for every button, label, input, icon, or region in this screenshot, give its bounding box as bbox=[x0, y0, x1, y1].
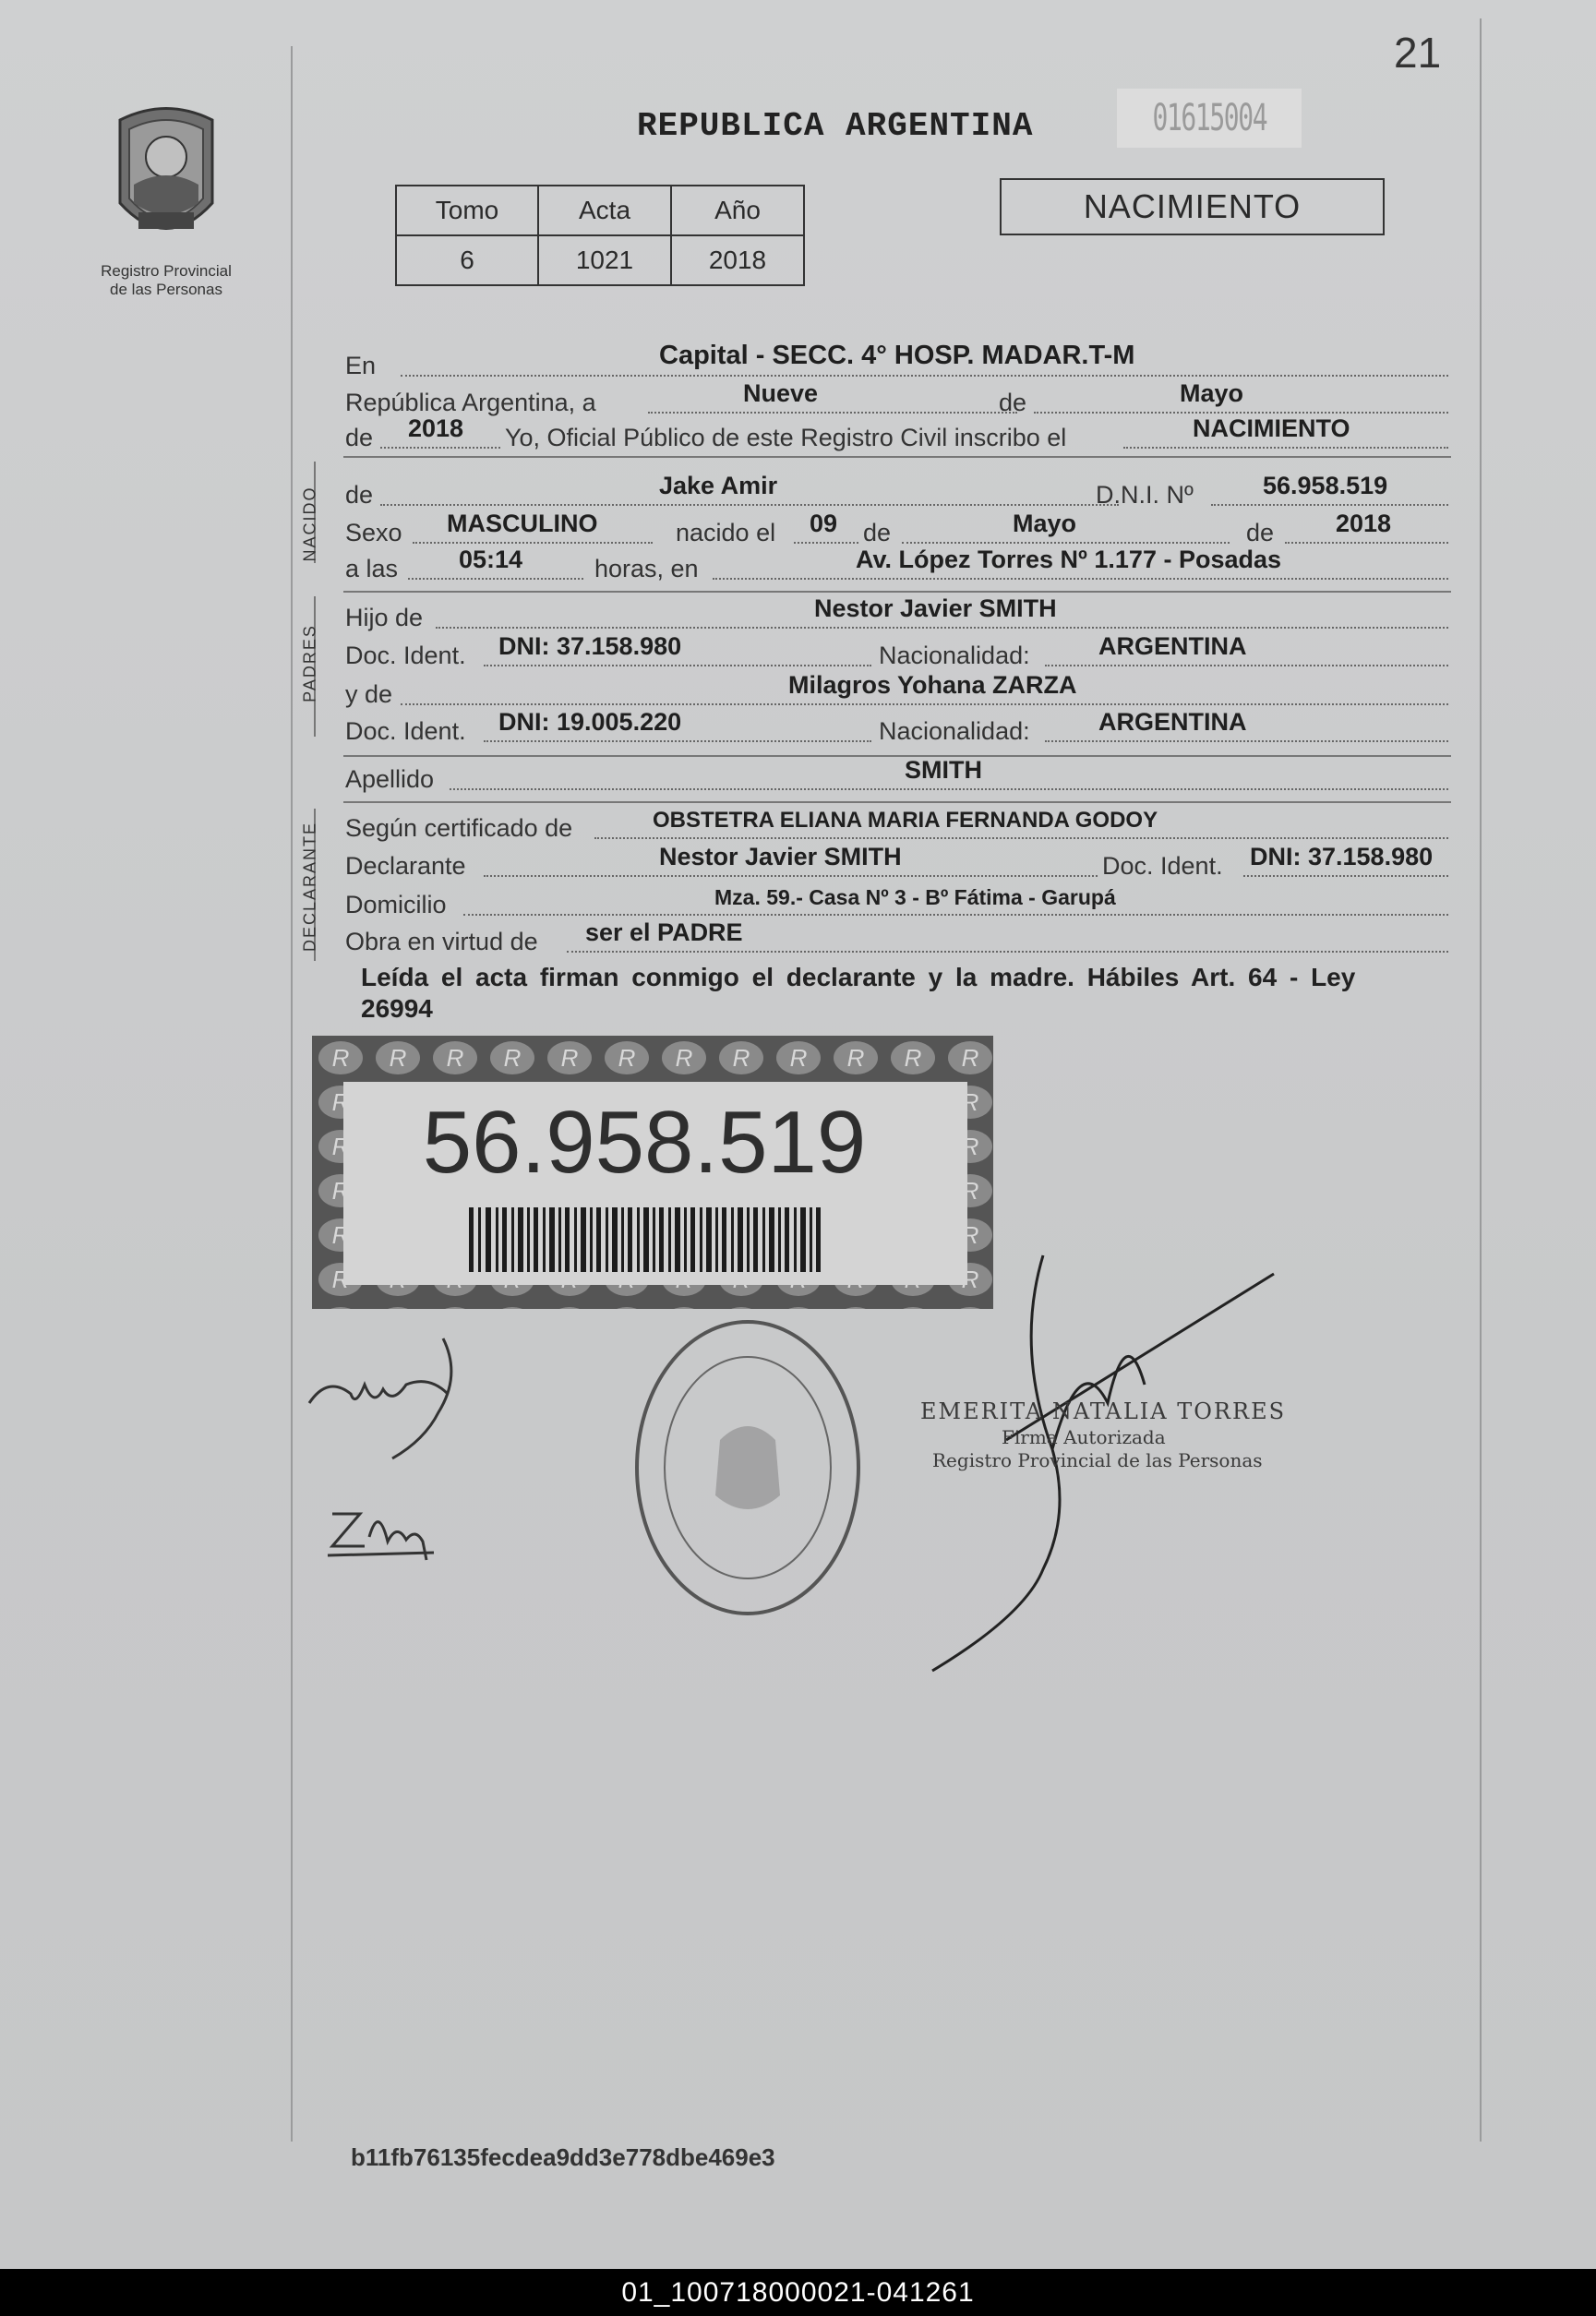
dots bbox=[1045, 740, 1448, 742]
logo-caption-line1: Registro Provincial bbox=[101, 262, 232, 280]
footer-id-bar bbox=[0, 2269, 1596, 2316]
register-value-tomo: 6 bbox=[396, 235, 538, 285]
dots bbox=[648, 412, 1017, 414]
logo-caption-line2: de las Personas bbox=[110, 281, 222, 298]
sexo-label: Sexo bbox=[345, 519, 402, 546]
place-value: Av. López Torres Nº 1.177 - Posadas bbox=[856, 546, 1282, 573]
register-value-acta: 1021 bbox=[538, 235, 671, 285]
registrar-org: Registro Provincial de las Personas bbox=[932, 1449, 1263, 1471]
row-father-doc bbox=[343, 633, 1451, 670]
y-de-label: y de bbox=[345, 680, 393, 708]
a-las-label: a las bbox=[345, 555, 399, 582]
dots bbox=[484, 875, 1098, 877]
register-value-anio: 2018 bbox=[671, 235, 804, 285]
province-coat-of-arms bbox=[102, 102, 231, 258]
dots bbox=[594, 837, 1448, 839]
nacido-de-label: de bbox=[345, 481, 374, 509]
dots bbox=[436, 627, 1448, 629]
dots bbox=[567, 951, 1448, 953]
dots bbox=[413, 542, 653, 544]
dni-value: 56.958.519 bbox=[1263, 472, 1388, 499]
padres-section-label: PADRES bbox=[300, 624, 319, 702]
nacido-el-label: nacido el bbox=[676, 519, 776, 546]
certificado-label: Según certificado de bbox=[345, 814, 573, 842]
dots bbox=[794, 542, 858, 544]
mother-doc: DNI: 19.005.220 bbox=[498, 708, 682, 736]
left-border-line bbox=[291, 46, 293, 2142]
birth-month: Mayo bbox=[1013, 510, 1077, 537]
inscribo-value: NACIMIENTO bbox=[1193, 414, 1350, 442]
serial-number: 01615004 bbox=[1152, 97, 1266, 139]
apellido-value: SMITH bbox=[905, 756, 982, 784]
obra-value: ser el PADRE bbox=[585, 918, 743, 946]
domicilio-value: Mza. 59.- Casa Nº 3 - Bº Fátima - Garupá bbox=[714, 885, 1116, 909]
de-label-3: de bbox=[1246, 519, 1275, 546]
sexo-value: MASCULINO bbox=[447, 510, 598, 537]
dots bbox=[380, 447, 500, 449]
declarant-signature bbox=[300, 1320, 466, 1486]
official-seal bbox=[628, 1311, 868, 1625]
nacido-name: Jake Amir bbox=[659, 472, 778, 499]
dots bbox=[1034, 412, 1448, 414]
dots bbox=[713, 578, 1448, 580]
republica-label: República Argentina, a bbox=[345, 389, 596, 416]
row-apellido bbox=[343, 757, 1451, 794]
obra-label: Obra en virtud de bbox=[345, 928, 538, 955]
row-father bbox=[343, 595, 1451, 632]
birth-day: 09 bbox=[810, 510, 838, 537]
mother-signature bbox=[323, 1495, 443, 1569]
dots bbox=[380, 504, 1119, 506]
footer-id: 01_100718000021-041261 bbox=[621, 2276, 975, 2308]
dni-label: D.N.I. Nº bbox=[1096, 481, 1194, 509]
logo-caption bbox=[83, 262, 249, 299]
dots bbox=[401, 703, 1448, 705]
row-certificado bbox=[343, 806, 1451, 843]
page-number: 21 bbox=[1394, 29, 1442, 77]
dots bbox=[1211, 504, 1448, 506]
mother-nationality-label: Nacionalidad: bbox=[879, 717, 1030, 745]
en-label: En bbox=[345, 352, 377, 379]
right-border-line bbox=[1480, 18, 1482, 2142]
hijo-de-label: Hijo de bbox=[345, 604, 424, 631]
register-value-row bbox=[396, 235, 804, 285]
registrar-role: Firma Autorizada bbox=[1002, 1426, 1166, 1448]
divider bbox=[343, 801, 1451, 803]
dots bbox=[450, 788, 1448, 790]
register-header-tomo: Tomo bbox=[396, 186, 538, 235]
father-doc: DNI: 37.158.980 bbox=[498, 632, 682, 660]
dots bbox=[1123, 447, 1448, 449]
dots bbox=[1243, 875, 1448, 877]
register-header-row bbox=[396, 186, 804, 235]
certificado-value: OBSTETRA ELIANA MARIA FERNANDA GODOY bbox=[653, 808, 1158, 833]
row-obra bbox=[343, 919, 1451, 956]
time-value: 05:14 bbox=[459, 546, 523, 573]
register-header-acta: Acta bbox=[538, 186, 671, 235]
dots bbox=[1285, 542, 1448, 544]
year-label: de bbox=[345, 424, 374, 451]
register-header-anio: Año bbox=[671, 186, 804, 235]
birth-year: 2018 bbox=[1336, 510, 1392, 537]
declarante-section-label: DECLARANTE bbox=[300, 821, 319, 953]
de-label-2: de bbox=[863, 519, 892, 546]
register-table bbox=[395, 185, 805, 286]
dni-number-sticker bbox=[312, 1036, 993, 1309]
mother-doc-label: Doc. Ident. bbox=[345, 717, 466, 745]
declarante-doc-label: Doc. Ident. bbox=[1102, 852, 1223, 880]
nacido-section-label: NACIDO bbox=[300, 486, 319, 562]
dots bbox=[463, 914, 1448, 916]
father-nationality-label: Nacionalidad: bbox=[879, 642, 1030, 669]
declarante-value: Nestor Javier SMITH bbox=[659, 843, 902, 870]
row-time-place bbox=[343, 546, 1451, 583]
horas-label: horas, en bbox=[594, 555, 699, 582]
year-value: 2018 bbox=[408, 414, 464, 442]
registrar-name: EMERITA NATALIA TORRES bbox=[920, 1398, 1287, 1424]
row-inscribo bbox=[343, 415, 1451, 452]
row-mother bbox=[343, 672, 1451, 709]
apellido-label: Apellido bbox=[345, 765, 435, 793]
document-hash: b11fb76135fecdea9dd3e778dbe469e3 bbox=[351, 2143, 775, 2171]
row-sexo bbox=[343, 510, 1451, 547]
record-type-box: NACIMIENTO bbox=[1000, 178, 1385, 235]
declarante-label: Declarante bbox=[345, 852, 466, 880]
document-title: REPUBLICA ARGENTINA bbox=[637, 107, 1034, 145]
row-declarante bbox=[343, 844, 1451, 881]
row-en bbox=[343, 343, 1451, 380]
divider bbox=[343, 591, 1451, 593]
en-value: Capital - SECC. 4° HOSP. MADAR.T-M bbox=[659, 341, 1135, 370]
month-value: Mayo bbox=[1180, 379, 1244, 407]
father-doc-label: Doc. Ident. bbox=[345, 642, 466, 669]
divider bbox=[343, 456, 1451, 458]
mother-nationality: ARGENTINA bbox=[1098, 708, 1247, 736]
dots bbox=[1045, 665, 1448, 666]
dots bbox=[401, 375, 1448, 377]
inscribo-label: Yo, Oficial Público de este Registro Civil inscribo el bbox=[505, 424, 1067, 451]
row-domicilio bbox=[343, 882, 1451, 919]
mother-name: Milagros Yohana ZARZA bbox=[788, 671, 1077, 699]
father-name: Nestor Javier SMITH bbox=[814, 594, 1057, 622]
serial-stamp bbox=[1117, 89, 1302, 148]
row-mother-doc bbox=[343, 709, 1451, 746]
declarante-doc: DNI: 37.158.980 bbox=[1250, 843, 1434, 870]
dots bbox=[408, 578, 583, 580]
sticker-number: 56.958.519 bbox=[422, 1093, 867, 1192]
dots bbox=[902, 542, 1230, 544]
dots bbox=[484, 665, 871, 666]
day-value: Nueve bbox=[743, 379, 819, 407]
closing-statement: Leída el acta firman conmigo el declarante y la madre. Hábiles Art. 64 - Ley 26994 bbox=[361, 963, 1356, 1023]
father-nationality: ARGENTINA bbox=[1098, 632, 1247, 660]
de-label: de bbox=[999, 389, 1027, 416]
domicilio-label: Domicilio bbox=[345, 891, 447, 918]
row-nacido bbox=[343, 473, 1451, 510]
dots bbox=[484, 740, 871, 742]
row-date bbox=[343, 380, 1451, 417]
